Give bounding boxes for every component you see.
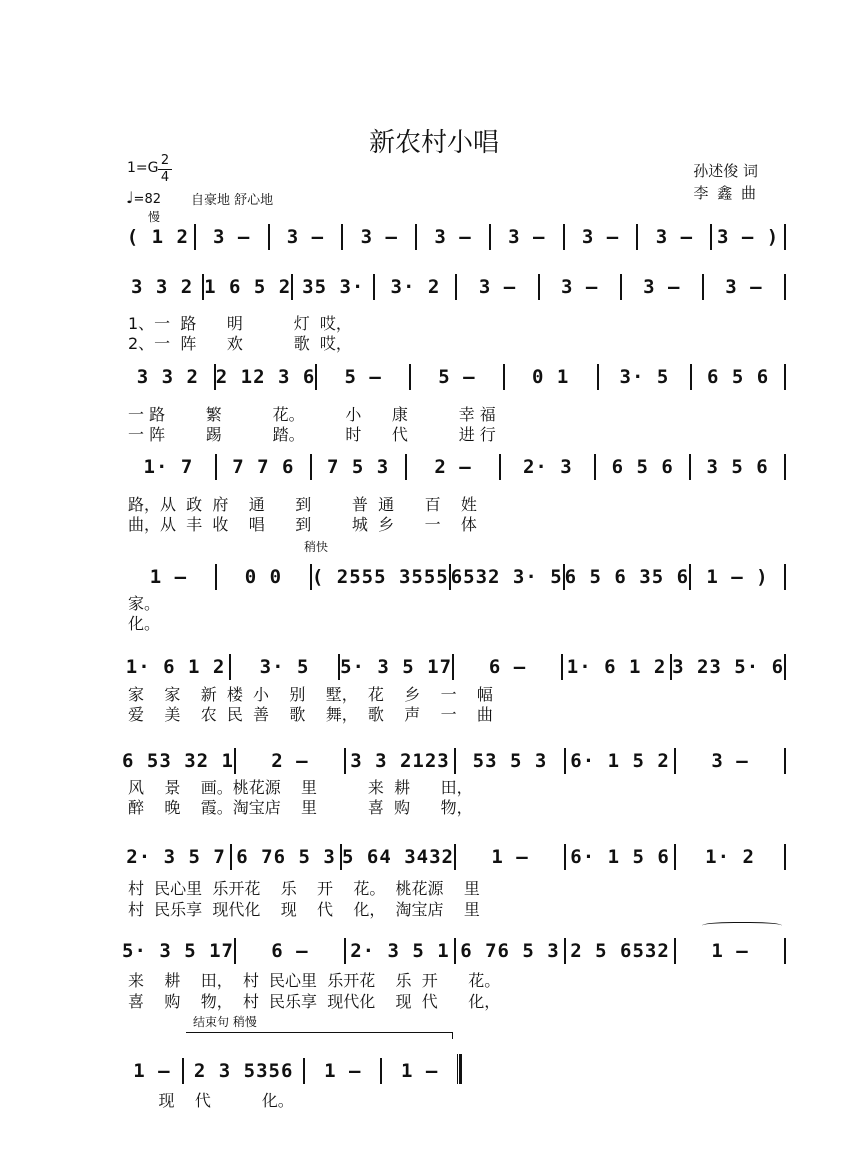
measure: 3 – [643, 276, 681, 298]
composer-credit: 李 鑫 曲 [693, 184, 758, 202]
notation-row-5 [122, 540, 786, 590]
measure: 2 3 5356 [193, 1060, 294, 1082]
measure: 3 – [360, 226, 398, 248]
measure: 2· 3 5 7 [126, 846, 226, 868]
measure: 1 – [711, 940, 749, 962]
measure: 3 – ) [717, 226, 780, 248]
measure: 35 3· [302, 276, 365, 298]
measure: 7 7 6 [232, 456, 295, 478]
lyric-line: 现 代 化。 [128, 1091, 294, 1110]
measure: 6· 1 5 6 [570, 846, 670, 868]
notation-row-1 [122, 200, 786, 250]
measure: ( 1 2 [126, 226, 189, 248]
lyric-line: 醉 晚 霞。淘宝店 里 喜 购 物， [128, 798, 473, 817]
measure: 6 – [271, 940, 309, 962]
measure: 1 6 5 2 [204, 276, 292, 298]
measure: 1 – [400, 1060, 439, 1082]
measure: 3 23 5· 6 [672, 656, 785, 678]
measure: 3 – [434, 226, 472, 248]
ending-marking: 结束句 稍慢 [193, 1015, 257, 1029]
measure: 3· 5 [619, 366, 670, 388]
measure: 1 – [133, 1060, 171, 1082]
measure: 3 – [711, 750, 749, 772]
measure: 6· 1 5 2 [570, 750, 670, 772]
notation-row-3 [122, 340, 786, 390]
song-title: 新农村小唱 [368, 128, 499, 158]
measure: 5 – [438, 366, 476, 388]
measure: 2· 3 5 1 [350, 940, 450, 962]
measure: 6 76 5 3 [236, 846, 336, 868]
meter-bottom: 4 [160, 170, 170, 185]
notation-row-2 [122, 250, 786, 300]
lyric-line: 1、一 路 明 灯 哎， [128, 314, 352, 333]
quarter-note-icon: ♩ [126, 188, 134, 207]
measure: 6 5 6 [611, 456, 674, 478]
measure: 6 53 32 1 [122, 750, 234, 772]
measure: 3 – [286, 226, 325, 248]
measure: 53 5 3 [472, 750, 548, 772]
lyric-line: 2、一 阵 欢 歌 哎， [128, 334, 352, 353]
measure: 2 – [271, 750, 309, 772]
slow-marking: 慢 [148, 210, 161, 224]
measure: 3 3 2123 [350, 750, 450, 772]
lyric-line: 路，从 政 府 通 到 普 通 百 姓 [128, 495, 477, 514]
lyric-line: 家 家 新 楼 小 别 墅， 花 乡 一 幅 [128, 685, 493, 704]
measure: 2 – [434, 456, 472, 478]
lyric-line: 爱 美 农 民 善 歌 舞， 歌 声 一 曲 [128, 705, 493, 724]
measure: 6 76 5 3 [460, 940, 560, 962]
measure: 2 12 3 6 [215, 366, 316, 388]
measure: 1 – [324, 1060, 362, 1082]
key-signature: 1=G [127, 160, 159, 176]
barline [784, 274, 786, 300]
measure: 6 5 6 [707, 366, 770, 388]
meter-top: 2 [160, 153, 170, 168]
lyric-line: 曲，从 丰 收 唱 到 城 乡 一 体 [128, 515, 477, 534]
lyric-line: 来 耕 田， 村 民心里 乐开花 乐 开 花。 [128, 971, 501, 990]
barline [784, 454, 786, 480]
measure: 7 5 3 [327, 456, 390, 478]
measure: 1· 6 1 2 [125, 656, 226, 678]
notation-row-6 [122, 630, 786, 680]
measure: 3· 5 [259, 656, 310, 678]
lyric-line: 家。 [128, 594, 161, 613]
barline [784, 844, 786, 870]
measure: 5 – [344, 366, 382, 388]
barline [784, 224, 786, 250]
barline [784, 748, 786, 774]
notation-row-8 [122, 820, 786, 870]
final-barline [457, 1054, 462, 1084]
measure: 1 – [149, 566, 188, 588]
barline [784, 938, 786, 964]
measure: 3 – [655, 226, 694, 248]
notation-row-9 [122, 914, 786, 964]
measure: 6532 3· 5 [450, 566, 563, 588]
measure: 3 – [478, 276, 517, 298]
measure: 3 – [213, 226, 251, 248]
measure: 3 – [560, 276, 599, 298]
measure: 1· 6 1 2 [566, 656, 667, 678]
faster-marking: 稍快 [304, 540, 329, 554]
lyricist-credit: 孙述俊 词 [693, 162, 758, 180]
measure: 1 – [491, 846, 529, 868]
notation-row-10 [122, 1034, 462, 1084]
barline [784, 654, 786, 680]
measure: 3· 2 [390, 276, 441, 298]
measure: 0 1 [531, 366, 570, 388]
tempo-value: =82 [133, 192, 161, 207]
measure: 5· 3 5 17 [340, 656, 453, 678]
measure: 3 3 2 [130, 276, 194, 298]
lyric-line: 一 路 繁 花。 小 康 幸 福 [128, 405, 496, 424]
lyric-line: 喜 购 物， 村 民乐享 现代化 现 代 化， [128, 992, 501, 1011]
measure: 3 – [508, 226, 546, 248]
measure: ( 2555 3555 [311, 566, 449, 588]
measure: 3 – [725, 276, 763, 298]
notation-row-7 [122, 724, 786, 774]
measure: 3 – [581, 226, 620, 248]
notation-row-4 [122, 430, 786, 480]
lyric-line: 化。 [128, 614, 161, 633]
lyric-line: 一 阵 踢 踏。 时 代 进 行 [128, 425, 496, 444]
measure: 1 – ) [706, 566, 769, 588]
lyric-line: 风 景 画。桃花源 里 来 耕 田， [128, 778, 473, 797]
lyric-line: 村 民心里 乐开花 乐 开 花。 桃花源 里 [128, 879, 480, 898]
measure: 1· 2 [705, 846, 755, 868]
barline [784, 364, 786, 390]
measure: 5· 3 5 17 [122, 940, 234, 962]
measure: 1· 7 [143, 456, 194, 478]
measure: 3 5 6 [706, 456, 769, 478]
measure: 3 3 2 [136, 366, 199, 388]
measure: 5 64 3432 [342, 846, 454, 868]
barline [784, 564, 786, 590]
measure: 6 – [488, 656, 527, 678]
time-signature [158, 154, 172, 185]
expression-marking: 自豪地 舒心地 [191, 193, 274, 208]
measure: 2· 3 [522, 456, 573, 478]
measure: 2 5 6532 [570, 940, 670, 962]
measure: 0 0 [244, 566, 283, 588]
lyric-line: 村 民乐享 现代化 现 代 化， 淘宝店 里 [128, 900, 480, 919]
measure: 6 5 6 35 6 [564, 566, 690, 588]
